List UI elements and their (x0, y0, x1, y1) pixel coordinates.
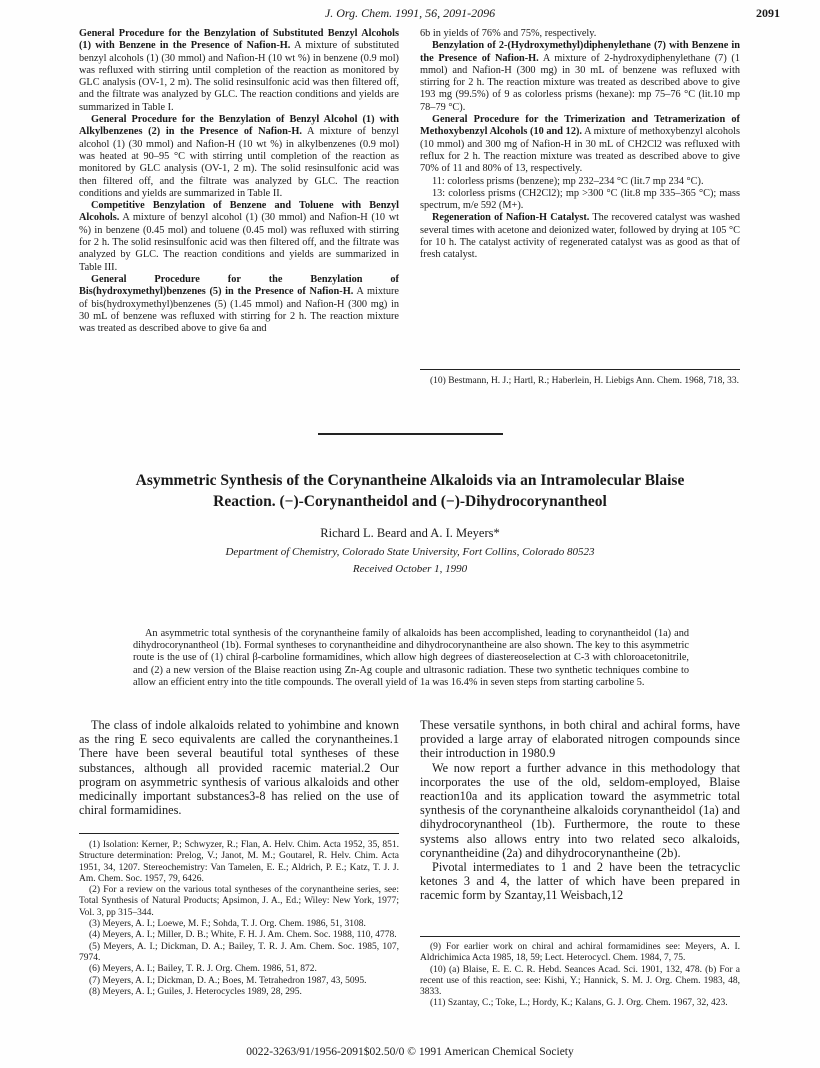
footnote-divider (79, 833, 399, 834)
exp-text: A mixture of methoxybenzyl alcohols (10 mmol) and 300 mg of Nafion-H in 30 mL of CH2Cl2 was refluxed with reflux for 2 h. The reaction mixture was treated as described above to give 70% of 11 and 80% of 13, respectively. (420, 126, 740, 175)
footnote-divider (420, 369, 740, 370)
article-title: Asymmetric Synthesis of the Corynantheine Alkaloids via an Intramolecular Blaise Reaction. (−)-Corynantheidol and (−)-Dihydrocorynantheol (135, 472, 685, 510)
exp-text: 11: colorless prisms (benzene); mp 232–234 °C (lit.7 mp 234 °C). (432, 175, 704, 187)
footnote: (7) Meyers, A. I.; Dickman, D. A.; Boes, M. Tetrahedron 1987, 43, 5095. (89, 975, 367, 986)
article-received-date: Received October 1, 1990 (352, 563, 468, 575)
article-authors: Richard L. Beard and A. I. Meyers* (320, 526, 500, 540)
exp-paragraph (420, 188, 740, 213)
exp-text: A mixture of benzyl alcohol (1) (30 mmol) and Nafion-H (10 wt %) in benzene (0.45 mol) and toluene (0.45 mol) was refluxed with stirring for 2 h. The solid resinsulfonic acid was then filtered off, and the filtrate was analyzed by GLC. The reaction conditions and yields are summarized in Table III. (79, 212, 399, 273)
body-left-column (79, 718, 399, 817)
body-paragraph: The class of indole alkaloids related to yohimbine and known as the ring E seco equivalents are called the corynantheines.1 There have been several beautiful total syntheses of these substances, although all provided racemic material.2 Our program on asymmetric synthesis of various alkaloids and other medicinally important substances3-8 has relied on the use of chiral formamidines. (79, 718, 399, 818)
exp-text: A mixture of 2-hydroxydiphenylethane (7) (1 mmol) and Nafion-H (300 mg) in 30 mL of benzene was refluxed with stirring for 2 h. The reaction mixture was treated as described above to give 193 mg (99.5%) of 9 as colorless prisms (hexane): mp 75–76 °C (lit.10 mp 78–79 °C). (420, 52, 741, 113)
exp-text: 6b in yields of 76% and 75%, respectively. (420, 28, 597, 39)
abstract (133, 628, 689, 689)
exp-text: A mixture of bis(hydroxymethyl)benzenes (5) (1.45 mmol) and Nafion-H (300 mg) in 30 mL of benzene was refluxed with stirring for 2 h. The reaction mixture was treated as described above to give 6a and (79, 286, 399, 335)
exp-paragraph (79, 28, 399, 114)
footnote: (4) Meyers, A. I.; Miller, D. B.; White, F. H. J. Am. Chem. Soc. 1988, 110, 4778. (89, 930, 397, 941)
footnote: (6) Meyers, A. I.; Bailey, T. R. J. Org. Chem. 1986, 51, 872. (89, 964, 317, 975)
exp-paragraph (79, 200, 399, 274)
exp-paragraph (420, 176, 740, 188)
exp-paragraph (420, 40, 740, 114)
exp-heading: General Procedure for the Benzylation of Bis(hydroxymethyl)benzenes (5) in the Presence of Nafion-H. (79, 273, 399, 298)
exp-heading: General Procedure for the Trimerization and Tetramerization of Methoxybenzyl Alcohols (10 and 12). (420, 114, 740, 138)
exp-paragraph (79, 114, 399, 200)
article-header (120, 470, 700, 575)
footnote: (1) Isolation: Kerner, P.; Schwyzer, R.; Flan, A. Helv. Chim. Acta 1952, 35, 851. Structure determination: Prelog, V.; Janot, M. M.; Goutarel, R. Helv. Chim. Acta 1951, 34, 1207. Stereochemistry: Van Tamelen, E. E.; Aldrich, P. E.; Katz, T. J. J. Am. Chem. Soc. 1957, 79, 6426. (79, 840, 399, 884)
footnote: (10) Bestmann, H. J.; Hartl, R.; Haberlein, H. Liebigs Ann. Chem. 1968, 718, 33. (430, 376, 739, 386)
footnote: (10) (a) Blaise, E. E. C. R. Hebd. Seances Acad. Sci. 1901, 132, 478. (b) For a recent use of this reaction, see: Kishi, Y.; Hannick, S. M. J. Org. Chem. 1983, 48, 3833. (420, 964, 740, 998)
experimental-left-column (79, 28, 399, 363)
exp-text: A mixture of substituted benzyl alcohols (1) (30 mmol) and Nafion-H (10 wt %) in benzene (0.9 mol) was refluxed with stirring until completion of the reaction as monitored by GLC analysis (OV-1, 2 m). The solid resinsulfonic acid was then filtered off, and the filtrate was analyzed by GLC. The reaction conditions and yields are summarized in Table I. (79, 40, 399, 113)
exp-heading: General Procedure for the Benzylation of Benzyl Alcohol (1) with Alkylbenzenes (2) in the Presence of Nafion-H. (79, 114, 399, 138)
footnote-divider (420, 936, 740, 937)
exp-paragraph (420, 114, 740, 175)
exp-heading: Competitive Benzylation of Benzene and Toluene with Benzyl Alcohols. (79, 200, 399, 224)
exp-paragraph (420, 212, 740, 261)
exp-heading: General Procedure for the Benzylation of Substituted Benzyl Alcohols (1) with Benzene in the Presence of Nafion-H. (79, 28, 399, 52)
footnote: (3) Meyers, A. I.; Loewe, M. F.; Sohda, T. J. Org. Chem. 1986, 51, 3108. (89, 919, 366, 930)
footnote: (9) For earlier work on chiral and achiral formamidines see: Meyers, A. I. Aldrichimica Acta 1985, 18, 59; Lect. Heterocycl. Chem. 1984, 7, 75. (420, 942, 740, 964)
exp-paragraph (79, 274, 399, 335)
footnote-top-right (420, 376, 740, 388)
exp-text: A mixture of benzyl alcohol (1) (30 mmol) and Nafion-H (10 wt %) in alkylbenzenes (0.9 mol) was heated at 90–95 °C with stirring until completion of the reaction as monitored by GLC analysis (OV-1, 2 m). The solid resinsulfonic acid was then filtered off, and the filtrate was analyzed by GLC. The reaction conditions and yields are summarized in Table II. (79, 126, 399, 199)
footnotes-right (420, 942, 740, 1010)
footnote: (8) Meyers, A. I.; Guiles, J. Heterocycles 1989, 28, 295. (89, 986, 302, 997)
experimental-right-column (420, 28, 740, 338)
article-affiliation: Department of Chemistry, Colorado State University, Fort Collins, Colorado 80523 (225, 546, 595, 558)
page-footer: 0022-3263/91/1956-2091$02.50/0 © 1991 American Chemical Society (246, 1046, 574, 1058)
abstract-text: An asymmetric total synthesis of the corynantheine family of alkaloids has been accomplished, leading to corynantheidol (1a) and dihydrocorynantheol (1b). Formal syntheses to corynantheidine and dihydrocorynantheine are also shown. The key to this asymmetric route is the use of (1) chiral β-carboline formamidines, which allow high degrees of diastereoselection at C-3 with chloroacetonitrile, and (2) a new version of the Blaise reaction using Zn-Ag couple and ultrasonic radiation. These two synthetic techniques combine to allow an efficient entry into the title compounds. The overall yield of 1a was 16.4% in seven steps from starting carboline 5. (133, 628, 689, 688)
page-number: 2091 (756, 6, 780, 20)
body-paragraph: These versatile synthons, in both chiral and achiral forms, have provided a large array of elaborated nitrogen compounds since their introduction in 1980.9 (420, 718, 740, 761)
body-right-column (420, 718, 740, 903)
footnote: (11) Szantay, C.; Toke, L.; Hordy, K.; Kalans, G. J. Org. Chem. 1967, 32, 423. (430, 998, 728, 1009)
exp-heading: Benzylation of 2-(Hydroxymethyl)diphenylethane (7) with Benzene in the Presence of Nafion-H. (420, 40, 740, 64)
body-paragraph: Pivotal intermediates to 1 and 2 have been the tetracyclic ketones 3 and 4, the latter of which have been prepared in racemic form by Szantay,11 Weisbach,12 (420, 860, 740, 903)
exp-paragraph (420, 28, 740, 40)
exp-text: 13: colorless prisms (CH2Cl2); mp >300 °C (lit.8 mp 335–365 °C); mass spectrum, m/e 592 (M+). (420, 187, 740, 212)
running-header (40, 6, 780, 28)
article-separator (318, 433, 503, 435)
exp-heading: Regeneration of Nafion-H Catalyst. (432, 212, 590, 224)
body-paragraph: We now report a further advance in this methodology that incorporates the use of the old, seldom-employed, Blaise reaction10a and its application toward the asymmetric total synthesis of the corynantheine alkaloids corynantheidol (1a) and dihydrocorynantheol (1b). Furthermore, the route to these systems also allows entry into two related seco alkaloids, corynantheidine (2a) and dihydrocorynantheine (2b). (420, 760, 740, 860)
footnote: (5) Meyers, A. I.; Dickman, D. A.; Bailey, T. R. J. Am. Chem. Soc. 1985, 107, 7974. (79, 941, 399, 963)
exp-text: The recovered catalyst was washed several times with acetone and deionized water, followed by drying at 105 °C for 10 h. The catalyst activity of regenerated catalyst was as good as that of fresh catalyst. (420, 212, 740, 261)
footnote: (2) For a review on the various total syntheses of the corynantheine series, see: Total Synthesis of Natural Products; Apsimon, J. A., Ed.; Wiley: New York, 1977; Vol. 3, pp 315–344. (79, 885, 399, 918)
journal-citation: J. Org. Chem. 1991, 56, 2091-2096 (324, 6, 496, 20)
footnotes-left (79, 840, 399, 998)
